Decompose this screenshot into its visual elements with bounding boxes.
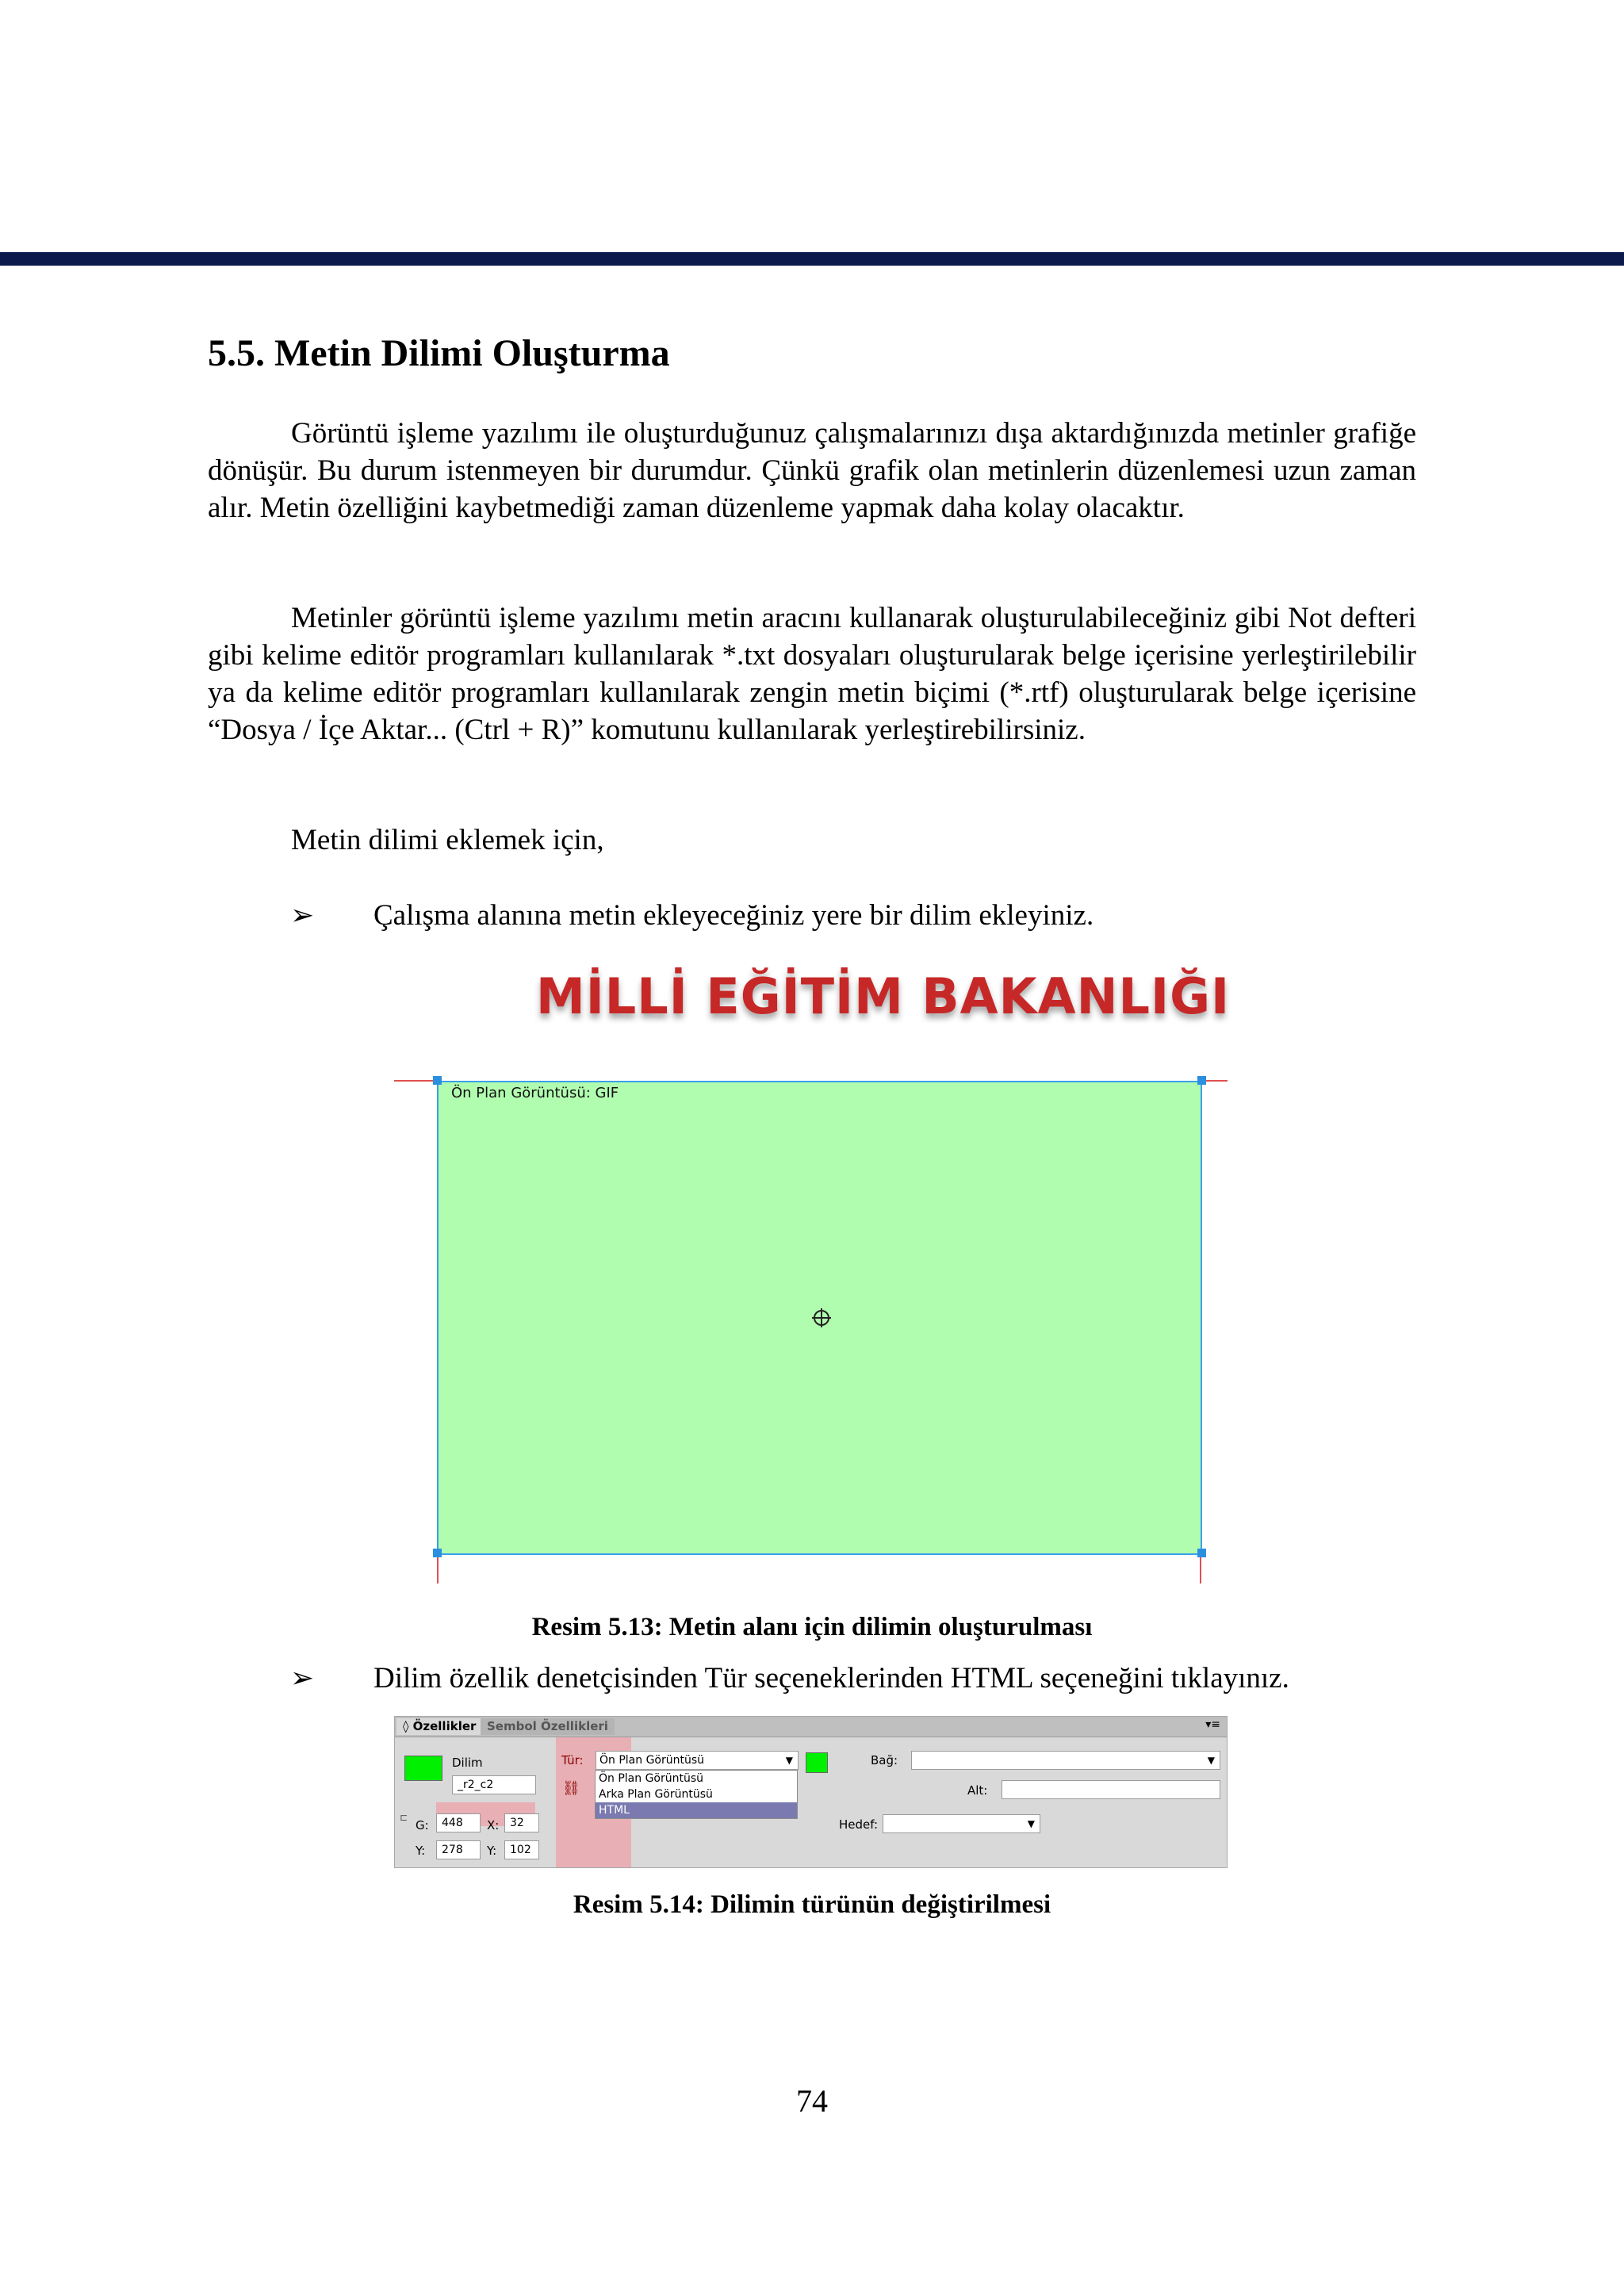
target-label: Hedef: [839, 1817, 879, 1832]
guide-line [1200, 1555, 1201, 1583]
link-chain-icon: ⛓ [562, 1780, 580, 1797]
x-input[interactable]: 32 [504, 1813, 539, 1832]
width-input[interactable]: 448 [436, 1813, 481, 1832]
type-option[interactable]: Ön Plan Görüntüsü [599, 1772, 704, 1785]
type-option[interactable]: Arka Plan Görüntüsü [599, 1788, 713, 1801]
type-dropdown-value: Ön Plan Görüntüsü [599, 1754, 705, 1767]
resize-handle[interactable] [433, 1076, 442, 1085]
alt-input[interactable] [1002, 1780, 1220, 1799]
figure-caption: Resim 5.14: Dilimin türünün değiştirilmesi [573, 1890, 1051, 1919]
figure-caption: Resim 5.13: Metin alanı için dilimin oluşturulması [531, 1613, 1093, 1641]
type-dropdown[interactable] [596, 1751, 799, 1770]
type-option-selected[interactable]: HTML [596, 1802, 797, 1818]
slice-target-icon [811, 1308, 832, 1328]
intro-line: Metin dilimi eklemek için, [291, 824, 604, 856]
color-swatch[interactable] [806, 1752, 828, 1773]
y-input[interactable]: 102 [504, 1840, 539, 1859]
logo-text: MİLLİ EĞİTİM BAKANLIĞI [536, 967, 1231, 1025]
height-label: Y: [416, 1844, 426, 1858]
section-heading: 5.5. Metin Dilimi Oluşturma [208, 332, 670, 374]
paragraph-1: Görüntü işleme yazılımı ile oluşturduğunuz çalışmalarınızı dışa aktardığınızda metinler grafiğe dönüşür. Bu durum istenmeyen bir durumdur. Çünkü grafik olan metinlerin düzenlemesi uzun zaman alır. Metin özelliğini kaybetmediği zaman düzenleme yapmak daha kolay olacaktır. [208, 417, 1416, 524]
guide-line [394, 1080, 439, 1082]
bullet-icon: ➢ [290, 1662, 315, 1694]
slice-color-icon [404, 1756, 442, 1781]
resize-handle[interactable] [1197, 1549, 1206, 1557]
resize-handle[interactable] [433, 1549, 442, 1557]
target-dropdown[interactable] [883, 1814, 1040, 1833]
paragraph-2: Metinler görüntü işleme yazılımı metin aracını kullanarak oluşturulabileceğiniz gibi Not defteri gibi kelime editör programları kullanılarak *.txt dosyaları oluşturularak belge içerisine yerleştirilebilir ya da kelime editör programları kullanılarak zengin metin biçimi (*.rtf) oluşturularak belge içerisine “Dosya / İçe Aktar... (Ctrl + R)” komutunu kullanılarak yerleştirebilirsiniz. [208, 602, 1416, 746]
type-options-list [595, 1770, 798, 1819]
bullet-icon: ➢ [290, 899, 315, 931]
link-dropdown[interactable] [911, 1751, 1220, 1770]
bullet-2: Dilim özellik denetçisinden Tür seçeneklerinden HTML seçeneğini tıklayınız. [373, 1662, 1289, 1695]
x-label: X: [487, 1818, 500, 1832]
height-input[interactable]: 278 [436, 1840, 481, 1859]
alt-label: Alt: [967, 1783, 988, 1798]
page-number: 74 [796, 2083, 828, 2119]
slice-name-label: Dilim [452, 1756, 483, 1770]
width-label: G: [416, 1818, 429, 1832]
slice-name-input[interactable]: _r2_c2 [452, 1775, 536, 1794]
panel-menu-icon[interactable]: ▾≡ [1205, 1718, 1220, 1731]
link-label: Bağ: [871, 1753, 898, 1767]
tab-symbol-properties[interactable]: Sembol Özellikleri [481, 1718, 615, 1735]
chevron-down-icon: ▼ [785, 1755, 793, 1766]
chevron-down-icon: ▼ [1207, 1755, 1215, 1766]
y-label: Y: [487, 1844, 497, 1858]
slice-label: Ön Plan Görüntüsü: GIF [451, 1085, 619, 1101]
type-label: Tür: [561, 1753, 584, 1767]
chevron-down-icon: ▼ [1027, 1818, 1035, 1829]
resize-handle[interactable] [1197, 1076, 1206, 1085]
lock-ratio-icon[interactable]: ⊏ [400, 1812, 408, 1823]
panel-tabbar [395, 1717, 1227, 1737]
bullet-1: Çalışma alanına metin ekleyeceğiniz yere bir dilim ekleyiniz. [373, 899, 1094, 932]
guide-line [437, 1555, 439, 1583]
tab-properties[interactable]: ◊ Özellikler [396, 1718, 482, 1735]
header-rule [0, 252, 1624, 266]
properties-panel [394, 1716, 1228, 1868]
